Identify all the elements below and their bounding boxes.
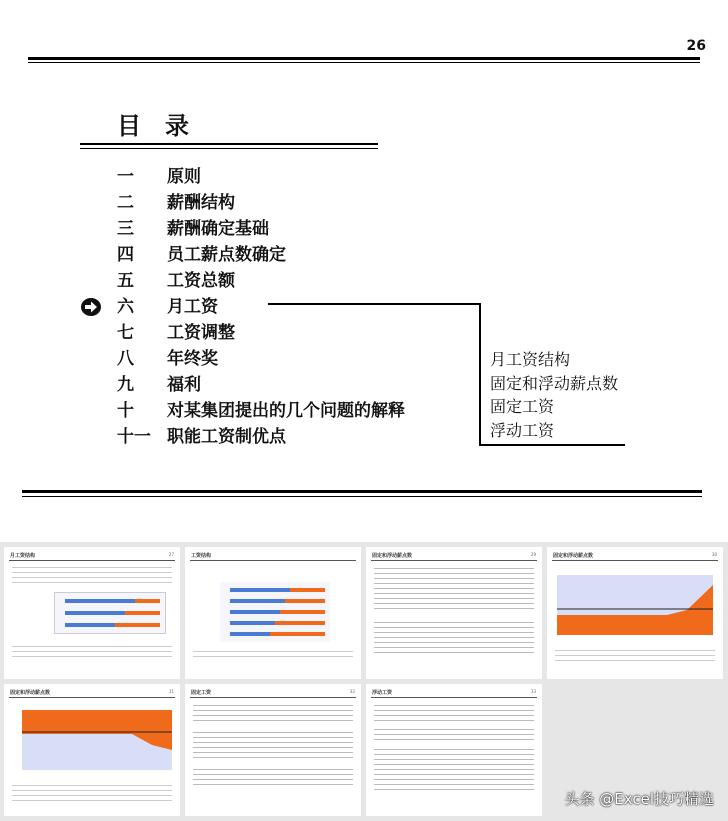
thumbnail-chart <box>557 575 713 635</box>
thumbnail-title: 固定工资 <box>191 690 212 696</box>
toc-number: 七 <box>117 323 134 343</box>
toc-number: 八 <box>117 349 134 369</box>
toc-label: 职能工资制优点 <box>167 427 286 447</box>
toc-title: 目录 <box>117 112 213 140</box>
toc-label: 员工薪点数确定 <box>167 245 286 265</box>
thumbnail-chart <box>22 710 172 770</box>
slide-thumbnail[interactable] <box>185 684 361 816</box>
thumbnail-rule <box>9 697 175 698</box>
toc-label: 福利 <box>167 375 201 395</box>
slide-thumbnail[interactable] <box>185 547 361 679</box>
toc-number: 十 <box>117 401 134 421</box>
toc-number: 三 <box>117 219 134 239</box>
thumbnail-chart <box>54 592 166 634</box>
thumbnail-title: 工资结构 <box>191 553 212 559</box>
thumbnail-body <box>374 702 534 722</box>
thumbnail-body <box>374 746 534 794</box>
submenu-item[interactable]: 月工资结构 <box>490 350 571 369</box>
thumbnail-rule <box>371 560 537 561</box>
toc-number: 四 <box>117 245 134 265</box>
thumbnail-notes <box>555 647 715 665</box>
thumbnail-number: 31 <box>168 689 174 694</box>
toc-number: 一 <box>117 167 134 187</box>
slide-thumbnail[interactable] <box>4 684 180 816</box>
thumbnail-number: 32 <box>349 689 355 694</box>
thumbnail-body <box>12 564 172 584</box>
thumbnail-notes <box>12 782 172 802</box>
thumbnail-number: 33 <box>530 689 536 694</box>
thumbnail-rule <box>190 697 356 698</box>
bottom-rule-thin <box>22 496 702 497</box>
toc-label: 工资总额 <box>167 271 235 291</box>
thumbnail-title: 浮动工资 <box>372 690 393 696</box>
thumbnail-rule <box>371 697 537 698</box>
toc-label: 工资调整 <box>167 323 235 343</box>
submenu <box>490 348 618 442</box>
submenu-item[interactable]: 固定工资 <box>490 397 555 416</box>
thumbnail-number: 29 <box>530 552 536 557</box>
thumbnail-rule <box>552 560 718 561</box>
slide-thumbnail[interactable] <box>366 547 542 679</box>
thumbnail-number: 27 <box>168 552 174 557</box>
thumbnail-title: 月工资结构 <box>10 553 36 559</box>
page-number: 26 <box>686 38 706 54</box>
submenu-item[interactable]: 固定和浮动薪点数 <box>490 373 619 393</box>
thumbnail-rule <box>190 560 356 561</box>
watermark: 头条 @Excel技巧精选 <box>564 790 714 808</box>
thumbnail-notes <box>12 643 172 661</box>
thumbnail-rule <box>9 560 175 561</box>
toc-number: 十一 <box>117 427 151 447</box>
bottom-rule-thick <box>22 490 702 493</box>
thumbnail-title: 固定和浮动薪点数 <box>553 553 594 559</box>
thumbnail-title: 固定和浮动薪点数 <box>10 690 51 696</box>
toc-label: 原则 <box>167 167 201 187</box>
slide-thumbnail[interactable] <box>4 547 180 679</box>
thumbnail-body <box>374 726 534 741</box>
slide-thumbnail[interactable] <box>366 684 542 816</box>
thumbnail-body <box>193 766 353 786</box>
toc-label: 薪酬结构 <box>167 193 235 213</box>
toc-number: 五 <box>117 271 134 291</box>
toc-label: 对某集团提出的几个问题的解释 <box>167 401 405 421</box>
slide-thumbnail[interactable] <box>547 547 723 679</box>
thumbnail-chart <box>220 582 330 642</box>
thumbnail-body <box>193 729 353 759</box>
thumbnail-notes <box>193 648 353 658</box>
toc-label: 月工资 <box>167 297 218 317</box>
toc-label: 年终奖 <box>167 349 218 369</box>
thumbnail-number: 30 <box>711 552 717 557</box>
toc-number: 二 <box>117 193 134 213</box>
toc-label: 薪酬确定基础 <box>167 219 269 239</box>
thumbnail-body <box>374 619 534 654</box>
thumbnail-body <box>374 565 534 610</box>
submenu-item[interactable]: 浮动工资 <box>490 420 555 440</box>
thumbnail-body <box>193 702 353 722</box>
thumbnail-title: 固定和浮动薪点数 <box>372 553 413 559</box>
toc-number: 九 <box>117 375 134 395</box>
toc-number: 六 <box>117 297 134 317</box>
